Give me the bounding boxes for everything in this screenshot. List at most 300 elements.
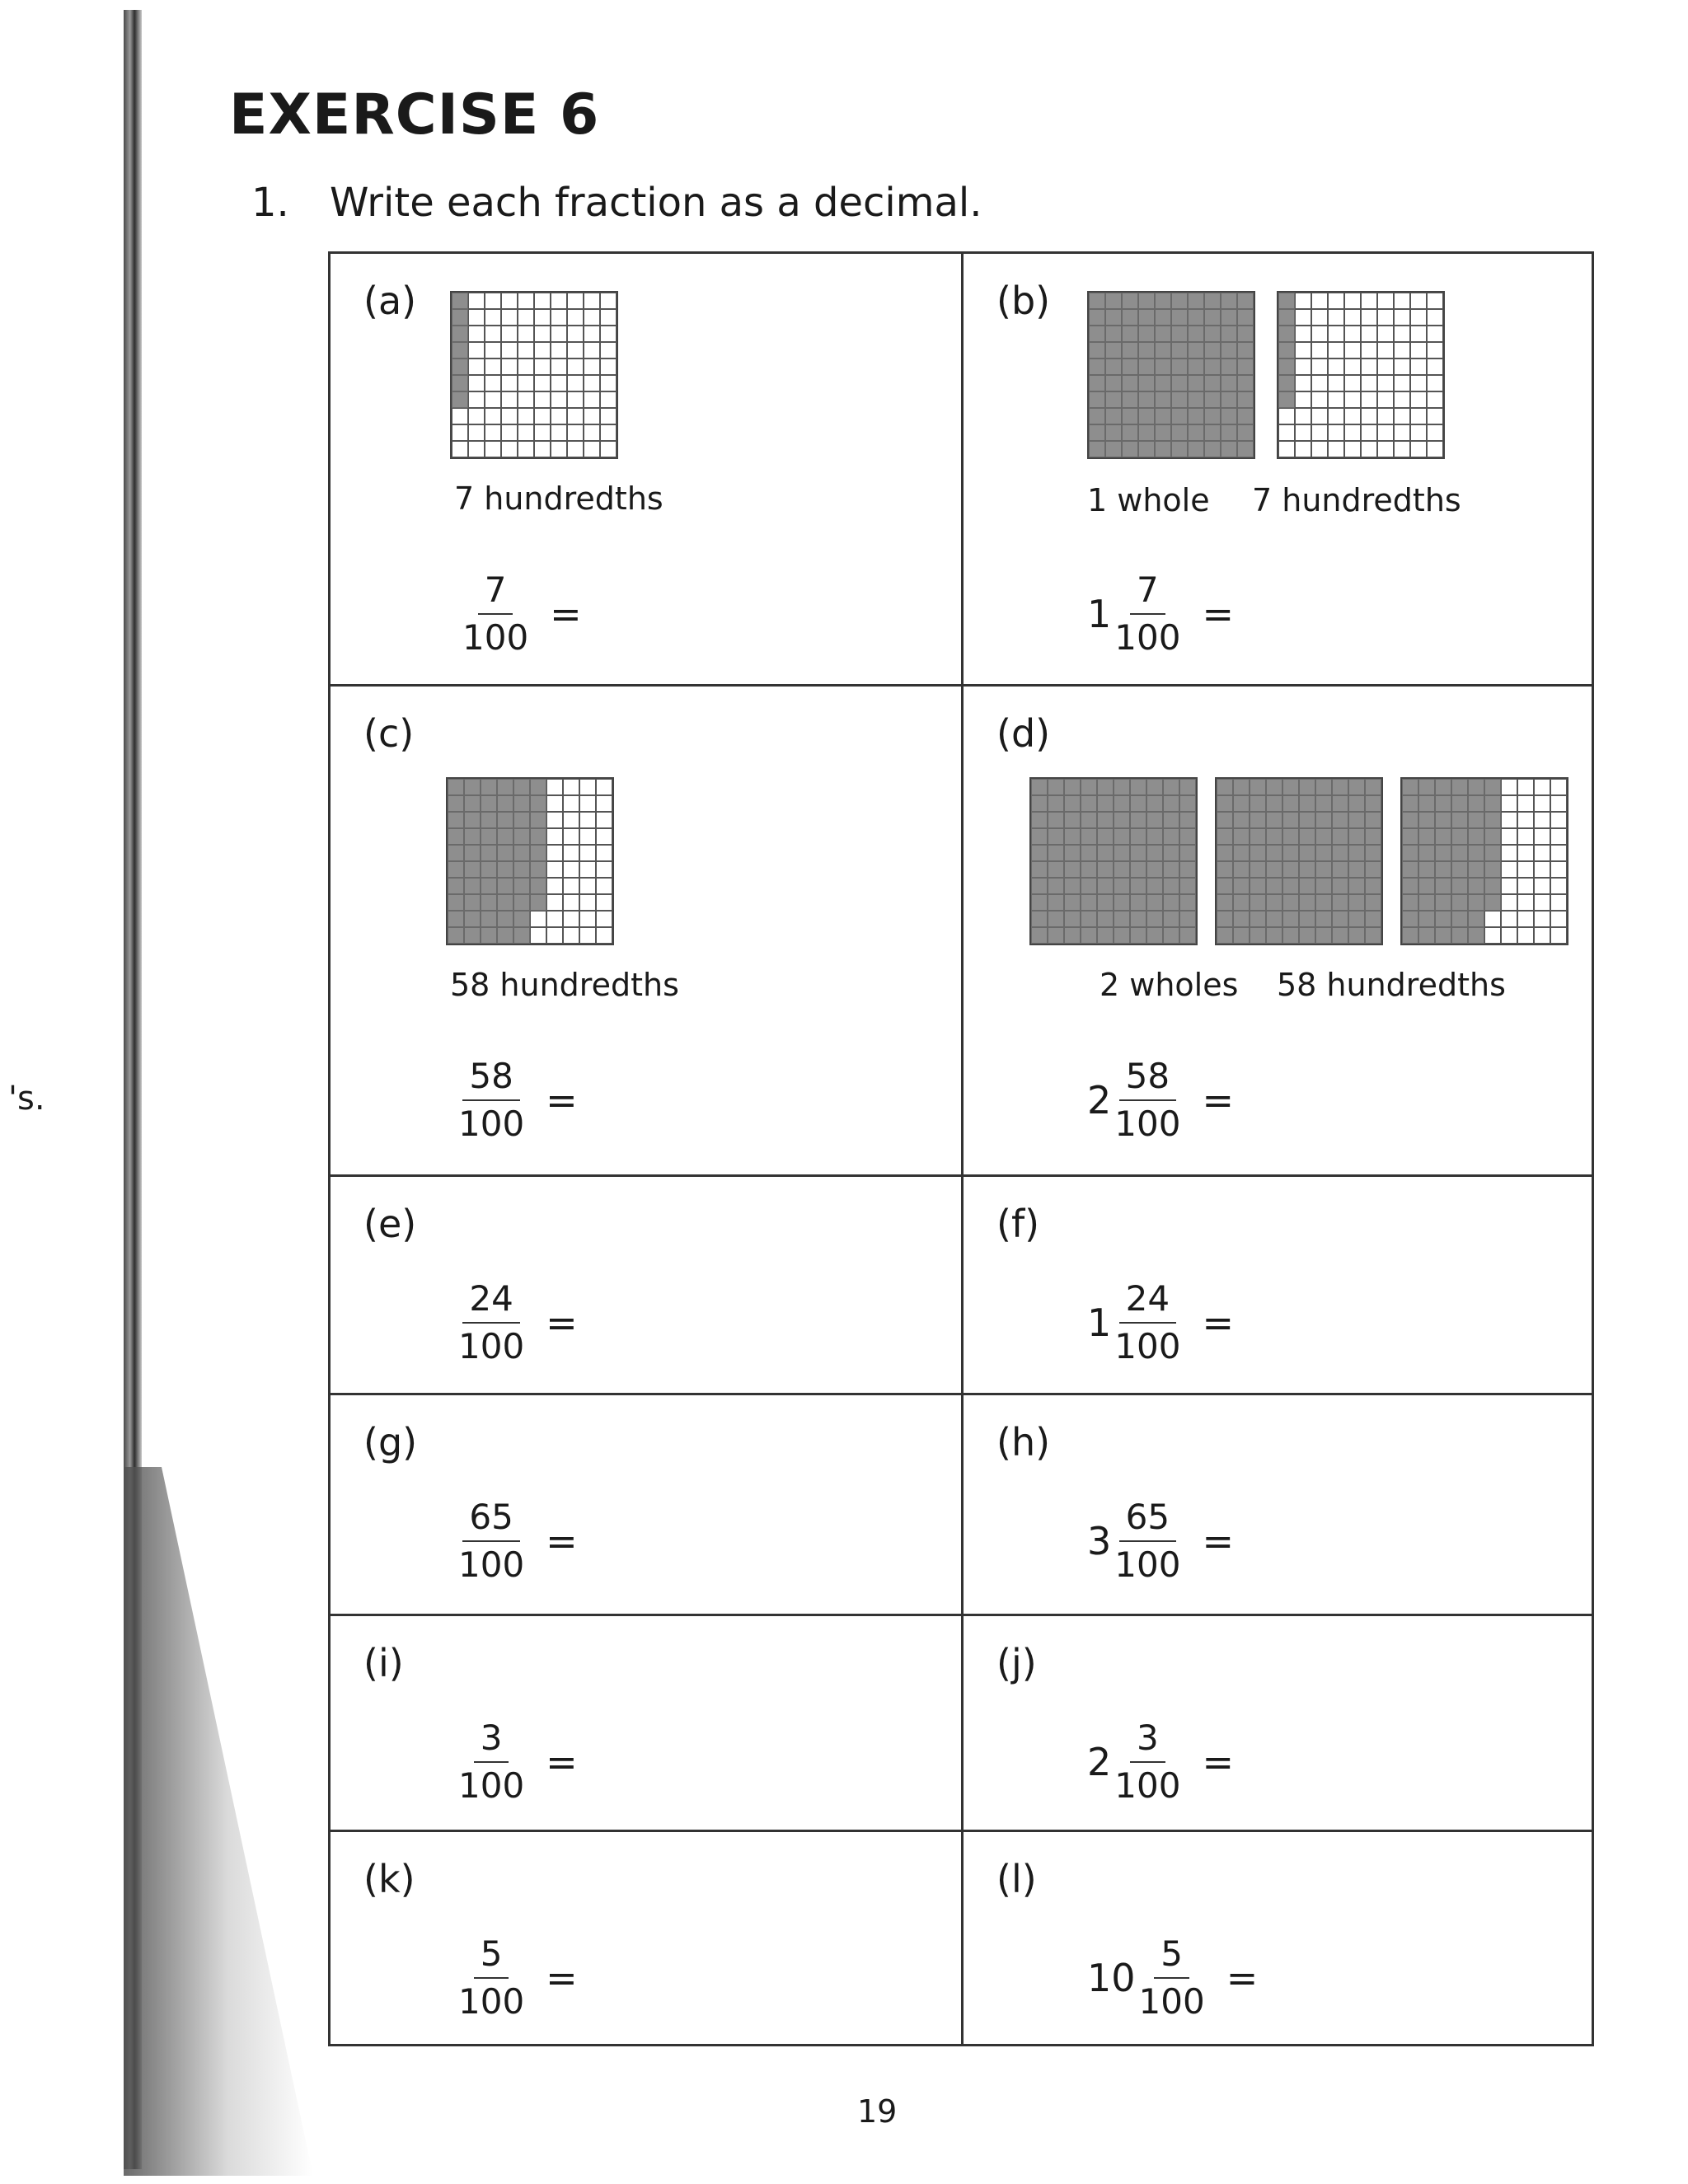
grid-square: [452, 408, 468, 424]
grid-square: [1311, 326, 1328, 342]
grid-square: [1361, 359, 1377, 375]
grid-square: [1451, 861, 1468, 878]
fraction-expression: [1087, 1494, 1234, 1588]
grid-square: [1344, 441, 1361, 457]
grid-square: [1155, 342, 1171, 359]
grid-square: [534, 342, 551, 359]
grid-square: [1402, 845, 1418, 861]
grid-square: [1146, 911, 1163, 927]
grid-square: [1299, 795, 1315, 812]
grid-square: [1064, 795, 1081, 812]
grid-square: [1348, 861, 1365, 878]
grid-square: [534, 424, 551, 441]
grid-square: [1204, 342, 1221, 359]
grid-square: [584, 441, 600, 457]
grid-square: [1048, 812, 1064, 828]
grid-square: [546, 894, 563, 911]
cell-label: (d): [996, 711, 1051, 756]
grid-square: [481, 845, 497, 861]
grid-square: [546, 845, 563, 861]
grid-square: [1484, 779, 1501, 795]
grid-square: [563, 927, 579, 944]
grid-square: [1402, 812, 1418, 828]
grid-square: [1418, 927, 1435, 944]
grid-square: [1217, 878, 1233, 894]
denominator: 100: [458, 1326, 525, 1366]
grid-square: [1089, 342, 1105, 359]
grid-square: [1250, 812, 1266, 828]
grid-square: [1163, 911, 1179, 927]
grid-square: [596, 894, 612, 911]
grid-square: [1097, 812, 1114, 828]
grid-square: [1282, 812, 1299, 828]
grid-square: [546, 828, 563, 845]
grid-square: [1311, 342, 1328, 359]
numerator: 3: [474, 1715, 509, 1763]
grid-square: [1188, 408, 1204, 424]
grid-square: [551, 293, 567, 309]
grid-square: [1550, 812, 1567, 828]
grid-square: [1089, 326, 1105, 342]
grid-square: [1534, 812, 1550, 828]
grid-square: [1427, 391, 1443, 408]
grid-square: [1146, 779, 1163, 795]
grid-square: [1188, 375, 1204, 391]
grid-square: [1081, 911, 1097, 927]
grid-caption: 7 hundredths: [1252, 482, 1461, 518]
grid-square: [1146, 795, 1163, 812]
grid-square: [481, 861, 497, 878]
grid-square: [1081, 927, 1097, 944]
grid-square: [1105, 342, 1122, 359]
grid-square: [1179, 894, 1196, 911]
grid-square: [464, 927, 481, 944]
grid-square: [1451, 927, 1468, 944]
grid-square: [1130, 795, 1146, 812]
grid-square: [1332, 845, 1348, 861]
grid-square: [1171, 424, 1188, 441]
grid-square: [1299, 828, 1315, 845]
grid-square: [1122, 326, 1138, 342]
grid-square: [1328, 408, 1344, 424]
grid-square: [1081, 795, 1097, 812]
grid-square: [448, 795, 464, 812]
grid-square: [1089, 391, 1105, 408]
equals-sign: =: [550, 592, 582, 636]
grid-square: [452, 359, 468, 375]
cell-g: [331, 1395, 961, 1614]
grid-square: [1266, 812, 1282, 828]
grid-square: [1501, 812, 1517, 828]
cell-f: [964, 1177, 1594, 1393]
grid-square: [513, 812, 530, 828]
grid-square: [1410, 326, 1427, 342]
grid-square: [1122, 408, 1138, 424]
grid-square: [1344, 309, 1361, 326]
grid-square: [1064, 878, 1081, 894]
hundred-grid: [1087, 291, 1255, 459]
grid-square: [1081, 779, 1097, 795]
grid-square: [1048, 878, 1064, 894]
grid-square: [1278, 309, 1295, 326]
grid-square: [501, 424, 518, 441]
grid-square: [468, 293, 485, 309]
grid-square: [1217, 779, 1233, 795]
grid-square: [1402, 878, 1418, 894]
grid-square: [452, 424, 468, 441]
grid-square: [600, 293, 617, 309]
grid-square: [1138, 375, 1155, 391]
grid-square: [1550, 911, 1567, 927]
grid-square: [1278, 293, 1295, 309]
grid-square: [1550, 845, 1567, 861]
denominator: 100: [1114, 1765, 1181, 1806]
grid-square: [579, 779, 596, 795]
whole-number: 2: [1087, 1740, 1112, 1784]
grid-square: [513, 779, 530, 795]
grid-square: [1295, 342, 1311, 359]
grid-square: [1204, 441, 1221, 457]
grid-square: [1114, 894, 1130, 911]
grid-square: [1435, 878, 1451, 894]
grid-square: [513, 894, 530, 911]
cell-a: [331, 254, 961, 684]
grid-square: [1097, 894, 1114, 911]
grid-square: [600, 424, 617, 441]
grid-square: [1410, 441, 1427, 457]
grid-square: [1534, 894, 1550, 911]
grid-square: [1282, 894, 1299, 911]
grid-square: [1348, 828, 1365, 845]
grid-square: [1122, 375, 1138, 391]
grid-square: [1435, 828, 1451, 845]
grid-square: [596, 861, 612, 878]
grid-square: [1315, 861, 1332, 878]
grid-square: [1501, 911, 1517, 927]
grid-square: [1204, 408, 1221, 424]
grid-square: [1097, 845, 1114, 861]
grid-square: [1097, 927, 1114, 944]
grid-square: [551, 408, 567, 424]
grid-square: [1188, 424, 1204, 441]
grid-square: [1295, 424, 1311, 441]
grid-square: [1138, 309, 1155, 326]
exercise-table: [328, 251, 1594, 2046]
grid-square: [1295, 293, 1311, 309]
grid-square: [1031, 911, 1048, 927]
grid-square: [1348, 812, 1365, 828]
grid-square: [1138, 424, 1155, 441]
grid-square: [1328, 293, 1344, 309]
grid-square: [1299, 845, 1315, 861]
grid-square: [485, 326, 501, 342]
grid-square: [584, 391, 600, 408]
grid-square: [1278, 408, 1295, 424]
grid-square: [1550, 861, 1567, 878]
grid-square: [464, 878, 481, 894]
cell-k: [331, 1832, 961, 2046]
grid-square: [1311, 375, 1328, 391]
grid-square: [1315, 795, 1332, 812]
grid-square: [1468, 812, 1484, 828]
fraction-expression: [1087, 1053, 1234, 1147]
grid-square: [1155, 309, 1171, 326]
grid-square: [1081, 828, 1097, 845]
grid-square: [1550, 894, 1567, 911]
grid-square: [497, 812, 513, 828]
grid-square: [567, 359, 584, 375]
grid-square: [1114, 779, 1130, 795]
equals-sign: =: [1226, 1956, 1259, 2000]
grid-square: [481, 894, 497, 911]
grid-square: [1348, 795, 1365, 812]
grid-square: [1163, 927, 1179, 944]
grid-square: [452, 342, 468, 359]
grid-square: [485, 391, 501, 408]
grid-square: [567, 342, 584, 359]
grid-square: [1282, 828, 1299, 845]
grid-square: [1114, 845, 1130, 861]
grid-square: [546, 927, 563, 944]
grid-square: [1361, 408, 1377, 424]
grid-square: [468, 424, 485, 441]
fraction: [1139, 1931, 1205, 2025]
grid-square: [1188, 293, 1204, 309]
grid-square: [1328, 326, 1344, 342]
grid-square: [1089, 375, 1105, 391]
grid-square: [1278, 342, 1295, 359]
cell-b: [964, 254, 1594, 684]
grid-square: [1163, 795, 1179, 812]
grid-square: [1221, 424, 1237, 441]
grid-square: [1237, 326, 1254, 342]
grid-square: [1394, 408, 1410, 424]
grid-square: [546, 812, 563, 828]
grid-square: [563, 894, 579, 911]
grid-square: [1282, 861, 1299, 878]
grid-square: [1217, 845, 1233, 861]
grid-square: [485, 309, 501, 326]
grid-square: [1517, 812, 1534, 828]
grid-square: [1097, 828, 1114, 845]
denominator: 100: [458, 1981, 525, 2022]
grid-square: [1031, 828, 1048, 845]
cell-label: (e): [363, 1202, 417, 1246]
grid-square: [1377, 309, 1394, 326]
cell-label: (c): [363, 711, 415, 756]
grid-square: [1097, 795, 1114, 812]
grid-square: [1344, 359, 1361, 375]
grid-square: [1233, 795, 1250, 812]
grid-square: [485, 408, 501, 424]
denominator: 100: [1138, 1981, 1205, 2022]
grid-square: [448, 812, 464, 828]
grid-square: [530, 795, 546, 812]
grid-square: [579, 927, 596, 944]
grid-square: [513, 911, 530, 927]
grid-square: [1410, 359, 1427, 375]
grid-square: [1361, 326, 1377, 342]
grid-square: [1299, 861, 1315, 878]
grid-square: [1468, 894, 1484, 911]
equals-sign: =: [1202, 1301, 1234, 1345]
grid-square: [518, 326, 534, 342]
grid-square: [579, 812, 596, 828]
grid-square: [513, 927, 530, 944]
grid-square: [1122, 293, 1138, 309]
grid-square: [1550, 779, 1567, 795]
grid-square: [530, 911, 546, 927]
grid-square: [1204, 309, 1221, 326]
denominator: 100: [1114, 1104, 1181, 1144]
grid-square: [1282, 845, 1299, 861]
grid-square: [584, 375, 600, 391]
grid-square: [1332, 894, 1348, 911]
grid-square: [1089, 359, 1105, 375]
grid-square: [1188, 326, 1204, 342]
grid-square: [530, 828, 546, 845]
grid-square: [1427, 359, 1443, 375]
grid-square: [501, 309, 518, 326]
question-text: Write each fraction as a decimal.: [330, 180, 982, 226]
grid-square: [1361, 391, 1377, 408]
grid-square: [1501, 878, 1517, 894]
grid-square: [1418, 779, 1435, 795]
whole-number: 1: [1087, 592, 1112, 636]
grid-square: [1394, 391, 1410, 408]
grid-square: [1155, 424, 1171, 441]
grid-square: [567, 441, 584, 457]
grid-square: [1468, 779, 1484, 795]
grid-square: [1534, 927, 1550, 944]
grid-square: [551, 342, 567, 359]
grid-square: [1484, 828, 1501, 845]
grid-square: [1468, 878, 1484, 894]
grid-square: [1233, 828, 1250, 845]
grid-square: [1348, 845, 1365, 861]
grid-square: [579, 795, 596, 812]
numerator: 58: [1119, 1053, 1176, 1101]
grid-square: [1064, 845, 1081, 861]
grid-square: [1534, 878, 1550, 894]
grid-square: [1377, 342, 1394, 359]
grid-square: [1344, 408, 1361, 424]
grid-square: [1534, 779, 1550, 795]
grid-square: [1081, 861, 1097, 878]
question-number: 1.: [251, 180, 289, 226]
grid-square: [1130, 779, 1146, 795]
numerator: 3: [1130, 1715, 1165, 1763]
grid-square: [1328, 359, 1344, 375]
grid-square: [1250, 878, 1266, 894]
grid-square: [464, 779, 481, 795]
grid-square: [1361, 293, 1377, 309]
grid-square: [1328, 441, 1344, 457]
grid-square: [534, 391, 551, 408]
grid-square: [518, 408, 534, 424]
grid-square: [1179, 812, 1196, 828]
grid-square: [1377, 391, 1394, 408]
grid-square: [1204, 375, 1221, 391]
grid-square: [530, 927, 546, 944]
grid-square: [1266, 795, 1282, 812]
grid-square: [1501, 894, 1517, 911]
grid-square: [567, 408, 584, 424]
denominator: 100: [458, 1104, 525, 1144]
grid-square: [1097, 878, 1114, 894]
grid-square: [546, 795, 563, 812]
grid-square: [1418, 861, 1435, 878]
grid-square: [1394, 359, 1410, 375]
grid-caption: 1 whole: [1087, 482, 1210, 518]
grid-square: [1064, 779, 1081, 795]
grid-square: [1237, 359, 1254, 375]
grid-square: [1188, 309, 1204, 326]
grid-square: [1122, 342, 1138, 359]
cell-label: (f): [996, 1202, 1040, 1246]
grid-square: [1365, 828, 1381, 845]
grid-square: [1266, 927, 1282, 944]
grid-square: [1517, 894, 1534, 911]
grid-square: [1204, 424, 1221, 441]
grid-square: [1179, 927, 1196, 944]
fraction: [1114, 1494, 1180, 1588]
grid-square: [1138, 326, 1155, 342]
grid-square: [1299, 927, 1315, 944]
grid-square: [1122, 359, 1138, 375]
grid-square: [1221, 293, 1237, 309]
grid-square: [1501, 845, 1517, 861]
grid-square: [1534, 845, 1550, 861]
grid-square: [497, 795, 513, 812]
grid-square: [1048, 828, 1064, 845]
grid-square: [1048, 779, 1064, 795]
grid-square: [596, 812, 612, 828]
grid-square: [518, 375, 534, 391]
grid-square: [1468, 861, 1484, 878]
grid-square: [1315, 812, 1332, 828]
grid-square: [1410, 293, 1427, 309]
grid-square: [1332, 779, 1348, 795]
grid-square: [1410, 375, 1427, 391]
grid-square: [1031, 812, 1048, 828]
grid-square: [497, 861, 513, 878]
grid-square: [1484, 795, 1501, 812]
grid-square: [468, 359, 485, 375]
grid-square: [579, 845, 596, 861]
grid-square: [1217, 795, 1233, 812]
grid-square: [1451, 779, 1468, 795]
grid-square: [1146, 878, 1163, 894]
grid-square: [567, 326, 584, 342]
grid-square: [1048, 795, 1064, 812]
grid-square: [1451, 795, 1468, 812]
grid-square: [1233, 878, 1250, 894]
cell-label: (i): [363, 1641, 404, 1685]
grid-square: [584, 293, 600, 309]
grid-square: [1171, 326, 1188, 342]
grid-square: [584, 359, 600, 375]
grid-square: [481, 911, 497, 927]
grid-square: [1361, 375, 1377, 391]
numerator: 65: [462, 1494, 519, 1542]
grid-square: [468, 342, 485, 359]
grid-square: [485, 441, 501, 457]
grid-square: [497, 894, 513, 911]
grid-square: [1418, 795, 1435, 812]
grid-square: [1332, 861, 1348, 878]
grid-square: [1130, 845, 1146, 861]
